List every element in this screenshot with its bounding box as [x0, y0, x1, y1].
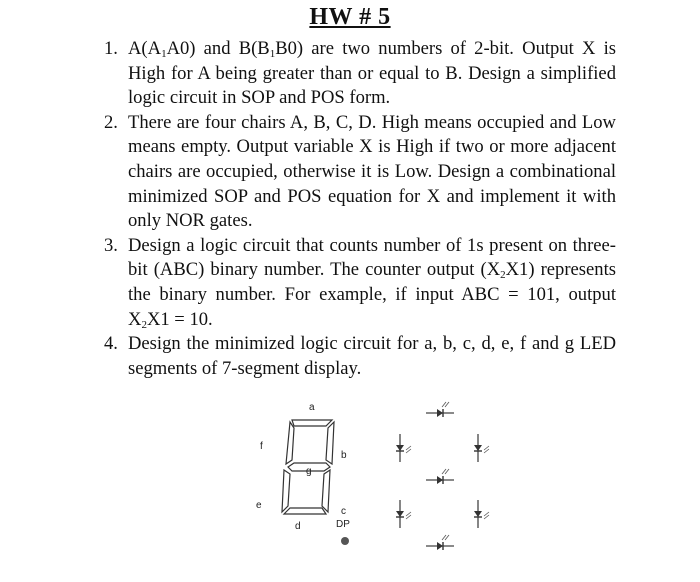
led-diode-icon [426, 469, 454, 484]
led-diode-icon [396, 500, 411, 528]
problem-4 [104, 332, 616, 381]
problem-1 [104, 37, 616, 111]
led-diode-icon [396, 434, 411, 462]
decimal-point [341, 537, 349, 545]
led-diode-icon [426, 535, 454, 550]
label-f: f [260, 441, 263, 452]
led-diode-arrangement [396, 402, 489, 550]
segment-a [292, 420, 332, 426]
label-a: a [309, 402, 315, 413]
segment-b [326, 422, 334, 464]
segment-c [322, 470, 330, 512]
label-b: b [341, 450, 347, 461]
label-d: d [295, 521, 301, 532]
page-title: HW # 5 [309, 4, 391, 30]
problem-number: 1. [104, 38, 118, 59]
problem-text: Design the minimized logic circuit for a, b, c, d, e, f and g LED segments of 7-segment display. [128, 333, 616, 379]
problem-2 [104, 111, 616, 234]
segment-e [282, 470, 290, 512]
problem-list [104, 37, 616, 381]
label-g: g [306, 466, 312, 477]
problem-text: $A(A_1A0)$ and $B(B_1B0)$ are two numbers of 2-bit. Output X is High for A being greater than or equal to B. Design a simplified logic circuit in SOP and POS form. [128, 38, 617, 109]
label-dp: DP [336, 519, 350, 530]
led-diode-icon [426, 402, 454, 417]
label-e: e [256, 500, 262, 511]
problem-text: Design a logic circuit that counts number of 1s present on three-bit (ABC) binary number. The counter output $(X_2X1)$ represents the binary number. For example, if input ABC = 101, output $X_2X1 = 10$. [128, 234, 616, 331]
seven-segment-figure [250, 396, 500, 566]
segment-f [286, 422, 294, 464]
led-diode-icon [474, 434, 489, 462]
segment-d [284, 508, 326, 514]
problem-3 [104, 234, 616, 332]
problem-number: 4. [104, 333, 118, 355]
label-c: c [341, 506, 346, 517]
problem-number: 2. [104, 111, 118, 133]
problem-number: 3. [104, 234, 118, 256]
led-diode-icon [474, 500, 489, 528]
problem-text: There are four chairs A, B, C, D. High means occupied and Low means empty. Output variable X is High if two or more adjacent chairs are occupied, otherwise it is Low. Design a combinational minimized SOP and POS equation for X and implement it with only NOR gates. [128, 111, 616, 232]
